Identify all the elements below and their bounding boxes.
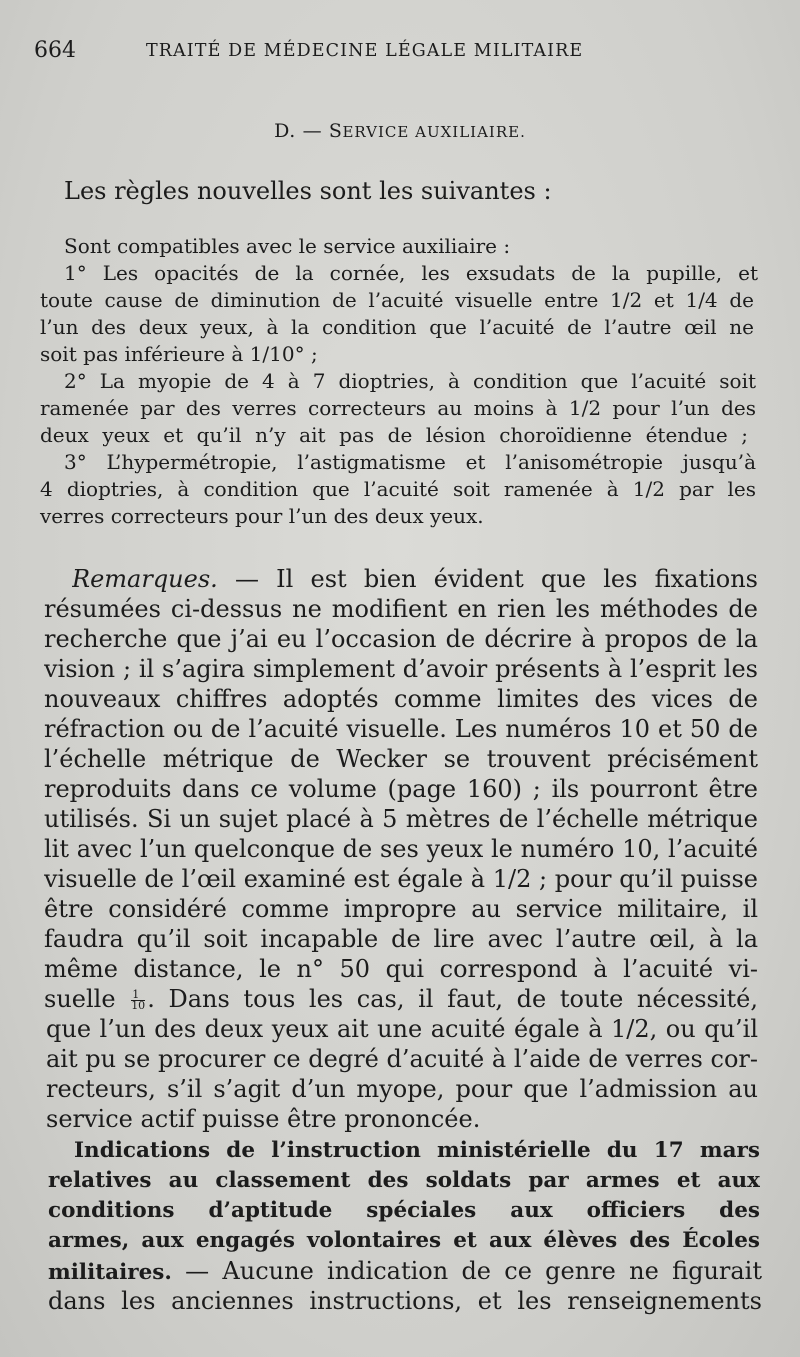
remarks-line: vision ; il s’agira simplement d’avoir présents à l’esprit les (44, 655, 758, 683)
rule-line: soit pas inférieure à 1/10° ; (40, 342, 318, 366)
fraction-numerator: 1 (131, 990, 145, 1001)
section-title-initial: S (328, 120, 343, 142)
rule-line: 2° La myopie de 4 à 7 dioptries, à condition que l’acuité soit (64, 369, 756, 393)
rule-line: toute cause de diminution de l’acuité visuelle entre 1/2 et 1/4 de (40, 288, 754, 312)
fraction-one-tenth (131, 990, 145, 1011)
remarks-line: l’échelle métrique de Wecker se trouvent précisément (44, 745, 758, 773)
remarks-line: ait pu se procurer ce degré d’acuité à l’aide de verres cor- (46, 1045, 758, 1073)
remarks-line: lit avec l’un quelconque de ses yeux le numéro 10, l’acuité (44, 835, 758, 863)
rule-line: verres correcteurs pour l’un des deux yeux. (40, 504, 484, 528)
indications-heading-line: conditions d’aptitude spéciales aux officiers des (48, 1198, 760, 1223)
rule-line: 3° L’hypermétropie, l’astigmatisme et l’anisométropie jusqu’à (64, 450, 756, 474)
remarks-line: être considéré comme impropre au service militaire, il (44, 895, 758, 923)
remarks-line: recherche que j’ai eu l’occasion de décrire à propos de la (44, 625, 758, 653)
remarks-fraction-line (44, 984, 758, 1014)
remarks-line: visuelle de l’œil examiné est égale à 1/2 ; pour qu’il puisse (44, 865, 758, 893)
running-head (34, 38, 760, 70)
rule-line: deux yeux et qu’il n’y ait pas de lésion choroïdienne étendue ; (40, 423, 748, 447)
fraction-denominator: 10 (131, 999, 146, 1012)
rule-line: l’un des deux yeux, à la condition que l’acuité de l’autre œil ne (40, 315, 754, 339)
section-title-rest: ERVICE AUXILIAIRE. (342, 123, 526, 141)
remarks-fraction-rest: . Dans tous les cas, il faut, de toute nécessité, (147, 985, 758, 1013)
remarks-first-rest: — Il est bien évident que les fixations (217, 565, 758, 593)
indications-bold-last: militaires. (48, 1260, 172, 1285)
rule-line: Sont compatibles avec le service auxiliaire : (64, 234, 511, 258)
indications-final-line: dans les anciennes instructions, et les renseignements (48, 1287, 762, 1315)
intro-sentence: Les règles nouvelles sont les suivantes : (64, 177, 552, 205)
remarks-line: nouveaux chiffres adoptés comme limites des vices de (44, 685, 758, 713)
remarks-first-line (72, 564, 758, 594)
remarks-line: faudra qu’il soit incapable de lire avec l’autre œil, à la (44, 925, 758, 953)
running-title: TRAITÉ DE MÉDECINE LÉGALE MILITAIRE (146, 41, 584, 61)
indications-heading-line: armes, aux engagés volontaires et aux élèves des Écoles (48, 1228, 760, 1253)
indications-last-rest: — Aucune indication de ce genre ne figurait (171, 1257, 762, 1285)
indications-heading-line: relatives au classement des soldats par armes et aux (48, 1168, 760, 1193)
page-number: 664 (34, 38, 76, 63)
remarks-line: même distance, le n° 50 qui correspond à l’acuité vi- (44, 955, 758, 983)
remarks-line: résumées ci-dessus ne modifient en rien les méthodes de (44, 595, 758, 623)
remarks-line: que l’un des deux yeux ait une acuité égale à 1/2, ou qu’il (46, 1015, 758, 1043)
indications-mixed-line (48, 1256, 762, 1286)
remarks-line: réfraction ou de l’acuité visuelle. Les numéros 10 et 50 de (44, 715, 758, 743)
remarks-fraction-start: suelle (44, 985, 116, 1013)
section-heading (0, 120, 800, 142)
rule-line: 4 dioptries, à condition que l’acuité soit ramenée à 1/2 par les (40, 477, 756, 501)
remarks-label: Remarques. (72, 565, 218, 593)
rule-line: ramenée par des verres correcteurs au moins à 1/2 pour l’un des (40, 396, 756, 420)
remarks-line: recteurs, s’il s’agit d’un myope, pour que l’admission au (46, 1075, 758, 1103)
remarks-line: reproduits dans ce volume (page 160) ; ils pourront être (44, 775, 758, 803)
remarks-line: service actif puisse être prononcée. (46, 1105, 481, 1133)
indications-heading-line: Indications de l’instruction ministérielle du 17 mars (74, 1138, 760, 1163)
section-letter: D. — (274, 120, 329, 142)
rule-line: 1° Les opacités de la cornée, les exsudats de la pupille, et (64, 261, 758, 285)
remarks-line: utilisés. Si un sujet placé à 5 mètres de l’échelle métrique (44, 805, 758, 833)
